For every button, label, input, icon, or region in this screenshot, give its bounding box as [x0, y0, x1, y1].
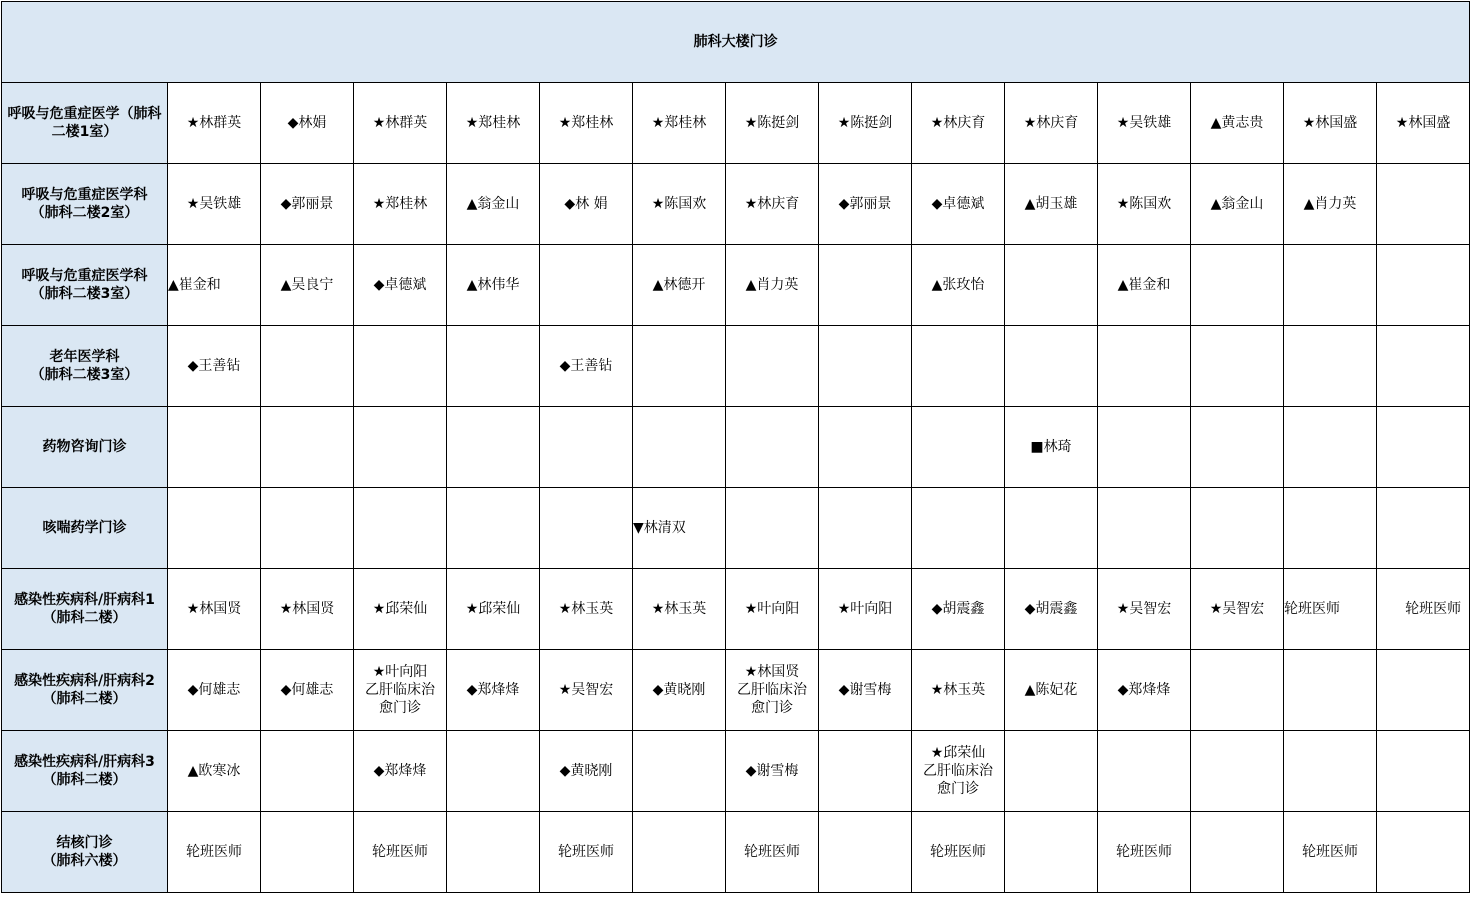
schedule-row	[2, 326, 1470, 407]
schedule-cell	[633, 326, 726, 407]
schedule-cell: ★林玉英	[633, 569, 726, 650]
schedule-cell: ★郑桂林	[354, 164, 447, 245]
schedule-cell	[540, 245, 633, 326]
schedule-cell	[1191, 326, 1284, 407]
schedule-cell	[447, 812, 540, 893]
schedule-cell: ◆林 娟	[540, 164, 633, 245]
schedule-cell: ◆郑烽烽	[1098, 650, 1191, 731]
schedule-cell: ▲林德开	[633, 245, 726, 326]
schedule-row	[2, 164, 1470, 245]
schedule-cell: ▲林伟华	[447, 245, 540, 326]
schedule-cell	[1284, 326, 1377, 407]
schedule-cell: ★郑桂林	[447, 83, 540, 164]
schedule-cell: ★邱荣仙	[447, 569, 540, 650]
schedule-cell	[1005, 245, 1098, 326]
schedule-cell: ★吴铁雄	[168, 164, 261, 245]
schedule-row	[2, 569, 1470, 650]
department-label: 感染性疾病科/肝病科3 （肺科二楼）	[2, 731, 168, 812]
schedule-cell	[819, 812, 912, 893]
schedule-cell: ★林国盛	[1284, 83, 1377, 164]
schedule-cell: ★林国贤	[261, 569, 354, 650]
schedule-cell	[354, 407, 447, 488]
schedule-cell: ★叶向阳 乙肝临床治 愈门诊	[354, 650, 447, 731]
schedule-cell: 轮班医师	[1284, 569, 1377, 650]
schedule-cell	[1098, 326, 1191, 407]
schedule-cell: ▲张玫怡	[912, 245, 1005, 326]
schedule-cell	[912, 326, 1005, 407]
schedule-cell	[1191, 650, 1284, 731]
clinic-schedule-table	[1, 1, 1470, 893]
schedule-cell: ◆黄晓刚	[540, 731, 633, 812]
schedule-row	[2, 245, 1470, 326]
schedule-cell: ▲崔金和	[1098, 245, 1191, 326]
schedule-cell: ★邱荣仙 乙肝临床治 愈门诊	[912, 731, 1005, 812]
department-label: 感染性疾病科/肝病科2 （肺科二楼）	[2, 650, 168, 731]
schedule-cell	[1005, 731, 1098, 812]
schedule-row	[2, 83, 1470, 164]
schedule-cell: ▲陈妃花	[1005, 650, 1098, 731]
schedule-cell	[540, 488, 633, 569]
schedule-cell: ★吴智宏	[1191, 569, 1284, 650]
schedule-cell	[540, 407, 633, 488]
schedule-cell	[1284, 650, 1377, 731]
schedule-row	[2, 488, 1470, 569]
schedule-cell	[1098, 407, 1191, 488]
schedule-cell	[261, 731, 354, 812]
schedule-cell: ◆胡震鑫	[912, 569, 1005, 650]
schedule-cell: 轮班医师	[726, 812, 819, 893]
schedule-cell	[1377, 407, 1470, 488]
schedule-cell	[1284, 407, 1377, 488]
schedule-cell	[912, 488, 1005, 569]
schedule-cell	[1377, 326, 1470, 407]
schedule-cell: ◆郑烽烽	[447, 650, 540, 731]
schedule-cell: ★林群英	[354, 83, 447, 164]
schedule-cell	[819, 407, 912, 488]
schedule-cell: ◆郭丽景	[819, 164, 912, 245]
schedule-cell	[261, 488, 354, 569]
schedule-cell	[447, 407, 540, 488]
schedule-cell	[168, 488, 261, 569]
schedule-cell: ◆卓德斌	[912, 164, 1005, 245]
schedule-row	[2, 812, 1470, 893]
schedule-cell	[1377, 812, 1470, 893]
schedule-cell: 轮班医师	[1098, 812, 1191, 893]
schedule-cell	[726, 326, 819, 407]
schedule-cell	[1377, 731, 1470, 812]
schedule-cell: ◆何雄志	[261, 650, 354, 731]
schedule-cell	[1098, 488, 1191, 569]
schedule-cell: ◆郭丽景	[261, 164, 354, 245]
schedule-cell: ◆王善钻	[168, 326, 261, 407]
schedule-cell: ◆郑烽烽	[354, 731, 447, 812]
schedule-cell: ★陈挺剑	[819, 83, 912, 164]
schedule-cell	[1377, 164, 1470, 245]
schedule-cell: ★郑桂林	[540, 83, 633, 164]
schedule-cell: ▲崔金和	[168, 245, 261, 326]
schedule-cell: ■林琦	[1005, 407, 1098, 488]
schedule-cell	[1005, 812, 1098, 893]
schedule-cell	[819, 326, 912, 407]
schedule-cell	[819, 245, 912, 326]
schedule-cell: ★吴铁雄	[1098, 83, 1191, 164]
schedule-cell	[633, 812, 726, 893]
schedule-cell: ▲胡玉雄	[1005, 164, 1098, 245]
schedule-cell	[1284, 245, 1377, 326]
schedule-cell: 轮班医师	[912, 812, 1005, 893]
schedule-cell: ★林国盛	[1377, 83, 1470, 164]
schedule-cell: ◆王善钻	[540, 326, 633, 407]
schedule-cell	[1377, 488, 1470, 569]
schedule-cell	[633, 731, 726, 812]
schedule-cell: ★吴智宏	[540, 650, 633, 731]
schedule-row	[2, 650, 1470, 731]
schedule-cell: ▲肖力英	[1284, 164, 1377, 245]
schedule-cell: ▲翁金山	[447, 164, 540, 245]
schedule-cell	[261, 326, 354, 407]
schedule-cell	[1005, 488, 1098, 569]
schedule-cell	[633, 407, 726, 488]
schedule-cell: ★陈国欢	[1098, 164, 1191, 245]
schedule-cell	[261, 812, 354, 893]
schedule-cell	[1005, 326, 1098, 407]
schedule-cell: ▲欧寒冰	[168, 731, 261, 812]
department-label: 呼吸与危重症医学科 （肺科二楼3室）	[2, 245, 168, 326]
schedule-cell: ◆谢雪梅	[726, 731, 819, 812]
page-title: 肺科大楼门诊	[2, 2, 1470, 83]
schedule-cell: ▲吴良宁	[261, 245, 354, 326]
schedule-cell: ★林玉英	[912, 650, 1005, 731]
schedule-cell: ▲翁金山	[1191, 164, 1284, 245]
schedule-row	[2, 407, 1470, 488]
department-label: 呼吸与危重症医学科 （肺科二楼2室）	[2, 164, 168, 245]
schedule-cell: ★邱荣仙	[354, 569, 447, 650]
schedule-cell: ◆何雄志	[168, 650, 261, 731]
schedule-cell: ▲黄志贵	[1191, 83, 1284, 164]
department-label: 呼吸与危重症医学（肺科二楼1室）	[2, 83, 168, 164]
schedule-cell: ◆林娟	[261, 83, 354, 164]
schedule-cell	[1191, 812, 1284, 893]
schedule-cell	[1191, 488, 1284, 569]
schedule-cell: ★林庆育	[912, 83, 1005, 164]
schedule-cell	[1284, 731, 1377, 812]
schedule-cell	[726, 488, 819, 569]
department-label: 咳喘药学门诊	[2, 488, 168, 569]
department-label: 药物咨询门诊	[2, 407, 168, 488]
schedule-cell: ◆谢雪梅	[819, 650, 912, 731]
schedule-cell: 轮班医师	[540, 812, 633, 893]
schedule-cell: ★叶向阳	[726, 569, 819, 650]
schedule-cell	[1377, 245, 1470, 326]
schedule-row	[2, 731, 1470, 812]
schedule-cell: ★林玉英	[540, 569, 633, 650]
schedule-cell: ◆卓德斌	[354, 245, 447, 326]
schedule-cell	[819, 488, 912, 569]
schedule-cell: 轮班医师	[354, 812, 447, 893]
title-row	[2, 2, 1470, 83]
schedule-cell: ★吴智宏	[1098, 569, 1191, 650]
schedule-cell: ▼林清双	[633, 488, 726, 569]
schedule-cell: 轮班医师	[1284, 812, 1377, 893]
schedule-cell: ★陈国欢	[633, 164, 726, 245]
schedule-cell: ★林国贤 乙肝临床治 愈门诊	[726, 650, 819, 731]
schedule-cell	[447, 488, 540, 569]
schedule-cell	[1191, 731, 1284, 812]
schedule-cell: ★林庆育	[726, 164, 819, 245]
schedule-cell	[1377, 650, 1470, 731]
schedule-cell: ★郑桂林	[633, 83, 726, 164]
schedule-cell: ◆黄晓刚	[633, 650, 726, 731]
schedule-cell	[1284, 488, 1377, 569]
schedule-cell	[1191, 407, 1284, 488]
schedule-cell	[447, 326, 540, 407]
schedule-cell: ◆胡震鑫	[1005, 569, 1098, 650]
schedule-cell: ★林国贤	[168, 569, 261, 650]
schedule-cell	[726, 407, 819, 488]
schedule-cell	[1098, 731, 1191, 812]
department-label: 感染性疾病科/肝病科1 （肺科二楼）	[2, 569, 168, 650]
schedule-cell: ★陈挺剑	[726, 83, 819, 164]
schedule-cell	[354, 488, 447, 569]
schedule-cell: 轮班医师	[168, 812, 261, 893]
schedule-cell	[447, 731, 540, 812]
schedule-cell	[819, 731, 912, 812]
department-label: 老年医学科 （肺科二楼3室）	[2, 326, 168, 407]
department-label: 结核门诊 （肺科六楼）	[2, 812, 168, 893]
schedule-cell: ★叶向阳	[819, 569, 912, 650]
schedule-cell	[1191, 245, 1284, 326]
schedule-cell: 轮班医师	[1377, 569, 1470, 650]
schedule-cell	[912, 407, 1005, 488]
schedule-cell	[261, 407, 354, 488]
schedule-cell: ▲肖力英	[726, 245, 819, 326]
schedule-cell: ★林庆育	[1005, 83, 1098, 164]
schedule-cell: ★林群英	[168, 83, 261, 164]
schedule-cell	[168, 407, 261, 488]
schedule-cell	[354, 326, 447, 407]
